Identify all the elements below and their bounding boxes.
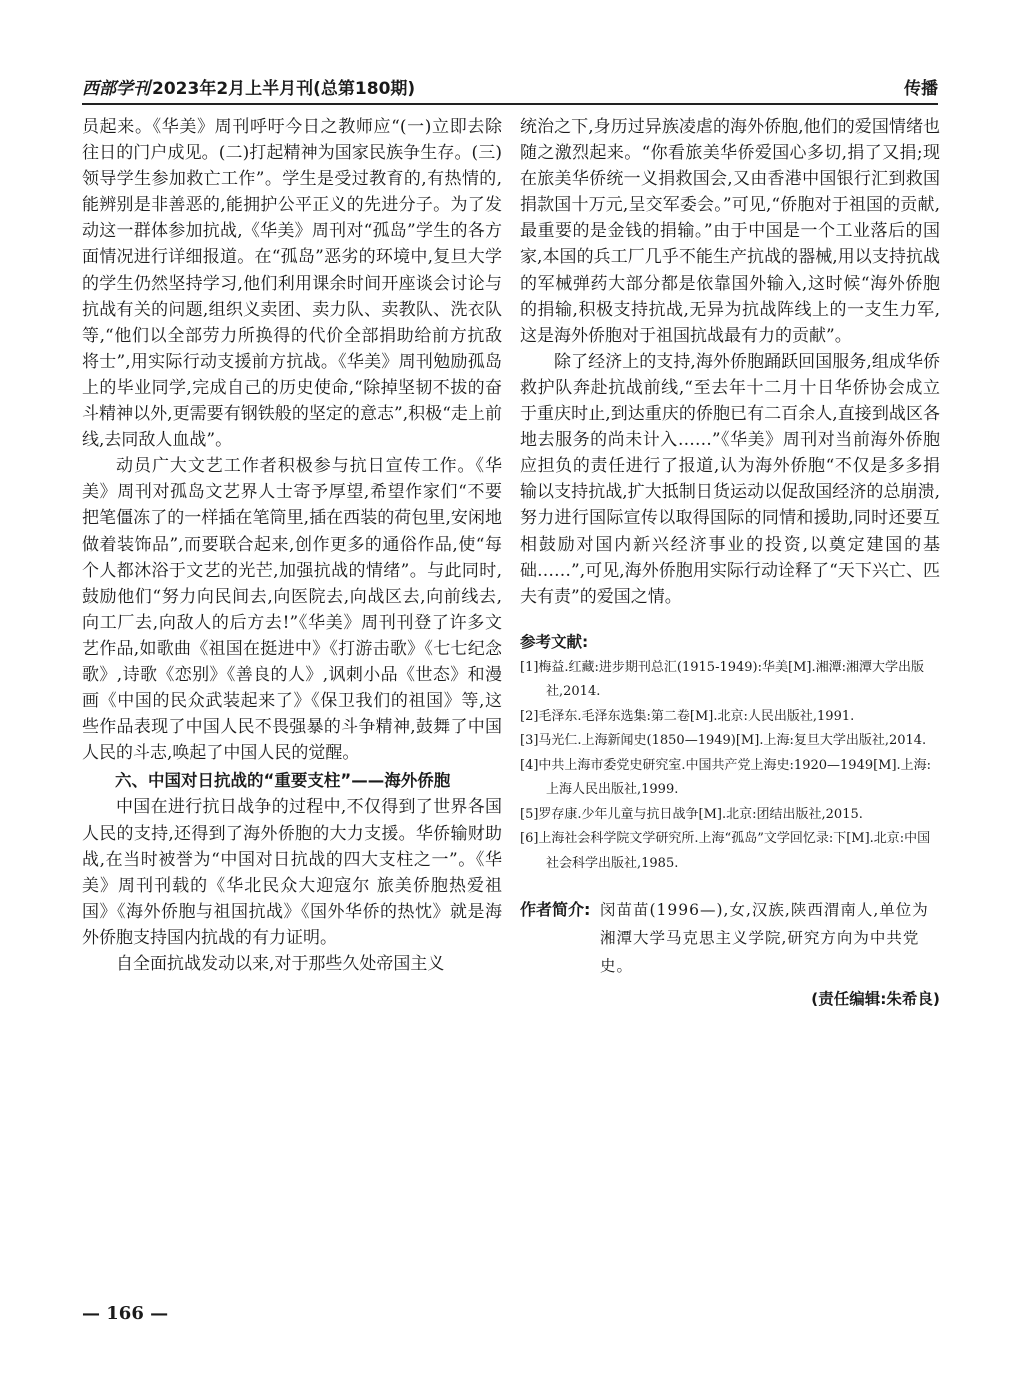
reference-item: [3]马光仁.上海新闻史(1850—1949)[M].上海:复旦大学出版社,2014.: [520, 733, 927, 749]
reference-item: [6]上海社会科学院文学研究所.上海“孤岛”文学回忆录:下[M].北京:中国社会科学出版社,1985.: [520, 831, 931, 871]
author-bio: [520, 896, 940, 980]
paragraph: 中国在进行抗日战争的过程中,不仅得到了世界各国人民的支持,还得到了海外侨胞的大力支援。华侨输财助战,在当时被誉为“中国对日抗战的四大支柱之一”。《华美》周刊刊载的《华北民众大迎寇尔 旅美侨胞热爱祖国》《海外侨胞与祖国抗战》《国外华侨的热忱》就是海外侨胞支持国内抗战的有力证明。: [82, 797, 502, 948]
references: [520, 630, 940, 877]
reference-item: [4]中共上海市委党史研究室.中国共产党上海史:1920—1949[M].上海:上海人民出版社,1999.: [520, 757, 932, 798]
reference-item: [1]梅益.红藏:进步期刊总汇(1915-1949):华美[M].湘潭:湘潭大学出版社,2014.: [520, 659, 924, 700]
left-column: [82, 114, 502, 977]
paragraph: 统治之下,身历过异族凌虐的海外侨胞,他们的爱国情绪也随之激烈起来。“你看旅美华侨爱国心多切,捐了又捐;现在旅美华侨统一义捐救国会,又由香港中国银行汇到救国捐款国十万元,呈交军委会。”可见,“侨胞对于祖国的贡献,最重要的是金钱的捐输。”由于中国是一个工业落后的国家,本国的兵工厂几乎不能生产抗战的器械,用以支持抗战的军械弹药大部分都是依靠国外输入,这时候“海外侨胞的捐输,积极支持抗战,无异为抗战阵线上的一支生力军,这是海外侨胞对于祖国抗战最有力的贡献”。: [520, 117, 940, 346]
reference-item: [2]毛泽东.毛泽东选集:第二卷[M].北京:人民出版社,1991.: [520, 708, 855, 724]
paragraph: 员起来。《华美》周刊呼吁今日之教师应“(一)立即去除往日的门户成见。(二)打起精神为国家民族争生存。(三)领导学生参加救亡工作”。学生是受过教育的,有热情的,能辨别是非善恶的,能拥护公平正义的先进分子。为了发动这一群体参加抗战,《华美》周刊对“孤岛”学生的各方面情况进行详细报道。在“孤岛”恶劣的环境中,复旦大学的学生仍然坚持学习,他们利用课余时间开座谈会讨论与抗战有关的问题,组织义卖团、卖力队、卖教队、洗衣队等,“他们以全部劳力所换得的代价全部捐助给前方抗敌将士”,用实际行动支援前方抗战。《华美》周刊勉励孤岛上的毕业同学,完成自己的历史使命,“除掉坚韧不拔的奋斗精神以外,更需要有钢铁般的坚定的意志”,积极“走上前线,去同敌人血战”。: [82, 117, 502, 451]
right-column: [520, 114, 940, 1012]
section-label: 传播: [904, 79, 938, 99]
journal-logo: 西部学刊: [82, 79, 150, 99]
page-header: [82, 74, 938, 102]
references-heading: 参考文献:: [520, 632, 589, 651]
paragraph: 除了经济上的支持,海外侨胞踊跃回国服务,组成华侨救护队奔赴抗战前线,“至去年十二月十日华侨协会成立于重庆时止,到达重庆的侨胞已有二百余人,直接到战区各地去服务的尚未计入……”《华美》周刊对当前海外侨胞应担负的责任进行了报道,认为海外侨胞“不仅是多多捐输以支持抗战,扩大抵制日货运动以促敌国经济的总崩溃,努力进行国际宣传以取得国际的同情和援助,同时还要互相鼓励对国内新兴经济事业的投资,以奠定建国的基础……”,可见,海外侨胞用实际行动诠释了“天下兴亡、匹夫有责”的爱国之情。: [520, 351, 940, 607]
journal-masthead: [82, 74, 415, 99]
paragraph: 自全面抗战发动以来,对于那些久处帝国主义: [116, 954, 445, 974]
reference-item: [5]罗存康.少年儿童与抗日战争[M].北京:团结出版社,2015.: [520, 806, 863, 822]
issue-info: 2023年2月上半月刊(总第180期): [152, 79, 416, 99]
author-text: 闵苗苗(1996—),女,汉族,陕西渭南人,单位为湘潭大学马克思主义学院,研究方向为中共党史。: [600, 901, 929, 976]
section-heading: 六、中国对日抗战的“重要支柱”——海外侨胞: [115, 771, 451, 791]
header-rule: [82, 103, 938, 105]
paragraph: 动员广大文艺工作者积极参与抗日宣传工作。《华美》周刊对孤岛文艺界人士寄予厚望,希望作家们“不要把笔僵冻了的一样插在笔筒里,插在西装的荷包里,安闲地做着装饰品”,而要联合起来,创作更多的通俗作品,使“每个人都沐浴于文艺的光芒,加强抗战的情绪”。与此同时,鼓励他们“努力向民间去,向医院去,向战区去,向前线去,向工厂去,向敌人的后方去!”《华美》周刊刊登了许多文艺作品,如歌曲《祖国在挺进中》《打游击歌》《七七纪念歌》,诗歌《恋别》《善良的人》,讽刺小品《世态》和漫画《中国的民众武装起来了》《保卫我们的祖国》等,这些作品表现了中国人民不畏强暴的斗争精神,鼓舞了中国人民的斗志,唤起了中国人民的觉醒。: [82, 456, 502, 764]
author-label: 作者简介:: [520, 900, 591, 920]
page-number: — 166 —: [82, 1303, 169, 1324]
editor-credit: (责任编辑:朱希良): [811, 990, 940, 1009]
